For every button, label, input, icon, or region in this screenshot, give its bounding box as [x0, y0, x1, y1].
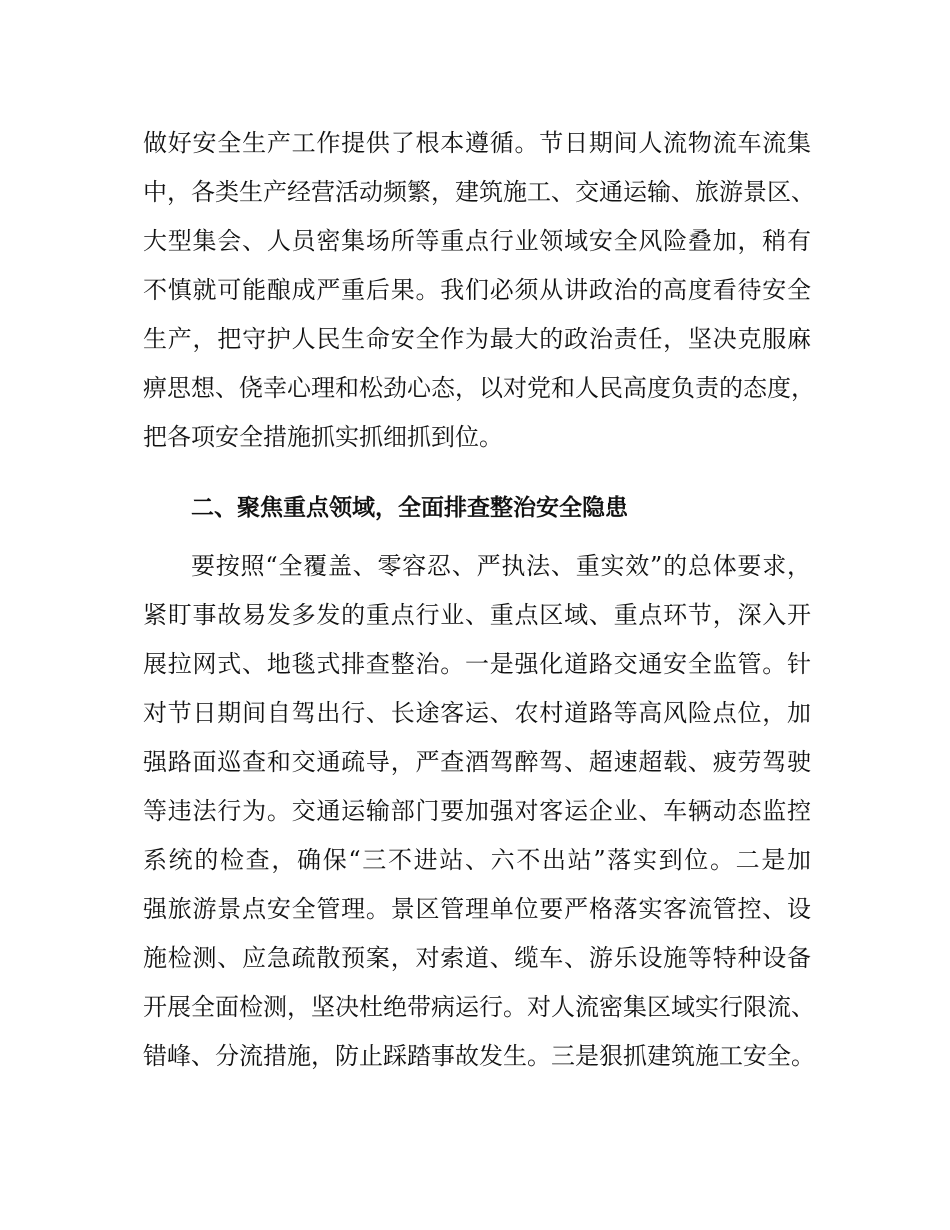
text-line: 做好安全生产工作提供了根本遵循。节日期间人流物流车流集 — [143, 129, 811, 157]
text-line: 施检测、应急疏散预案，对索道、缆车、游乐设施等特种设备 — [143, 944, 811, 972]
text-line: 中，各类生产经营活动频繁，建筑施工、交通运输、旅游景区、 — [143, 178, 815, 206]
text-line: 展拉网式、地毯式排查整治。一是强化道路交通安全监管。针 — [143, 650, 811, 678]
text-line: 大型集会、人员密集场所等重点行业领域安全风险叠加，稍有 — [143, 227, 811, 255]
text-line: 紧盯事故易发多发的重点行业、重点区域、重点环节，深入开 — [143, 601, 811, 629]
text-line: 开展全面检测，坚决杜绝带病运行。对人流密集区域实行限流、 — [143, 993, 815, 1021]
text-line: 对节日期间自驾出行、长途客运、农村道路等高风险点位，加 — [143, 699, 811, 727]
text-line: 把各项安全措施抓实抓细抓到位。 — [143, 423, 503, 451]
text-line: 不慎就可能酿成严重后果。我们必须从讲政治的高度看待安全 — [143, 276, 811, 304]
section-heading: 二、聚焦重点领域，全面排查整治安全隐患 — [191, 495, 628, 521]
text-line: 生产，把守护人民生命安全作为最大的政治责任，坚决克服麻 — [143, 325, 811, 353]
text-line: 强旅游景点安全管理。景区管理单位要严格落实客流管控、设 — [143, 895, 811, 923]
text-line: 系统的检查，确保“三不进站、六不出站”落实到位。二是加 — [143, 846, 811, 874]
text-line: 等违法行为。交通运输部门要加强对客运企业、车辆动态监控 — [143, 797, 811, 825]
text-line: 错峰、分流措施，防止踩踏事故发生。三是狠抓建筑施工安全。 — [143, 1042, 815, 1070]
text-line: 要按照“全覆盖、零容忍、严执法、重实效”的总体要求， — [191, 552, 811, 580]
text-line: 强路面巡查和交通疏导，严查酒驾醉驾、超速超载、疲劳驾驶 — [143, 748, 811, 776]
text-line: 痹思想、侥幸心理和松劲心态，以对党和人民高度负责的态度， — [143, 374, 815, 402]
